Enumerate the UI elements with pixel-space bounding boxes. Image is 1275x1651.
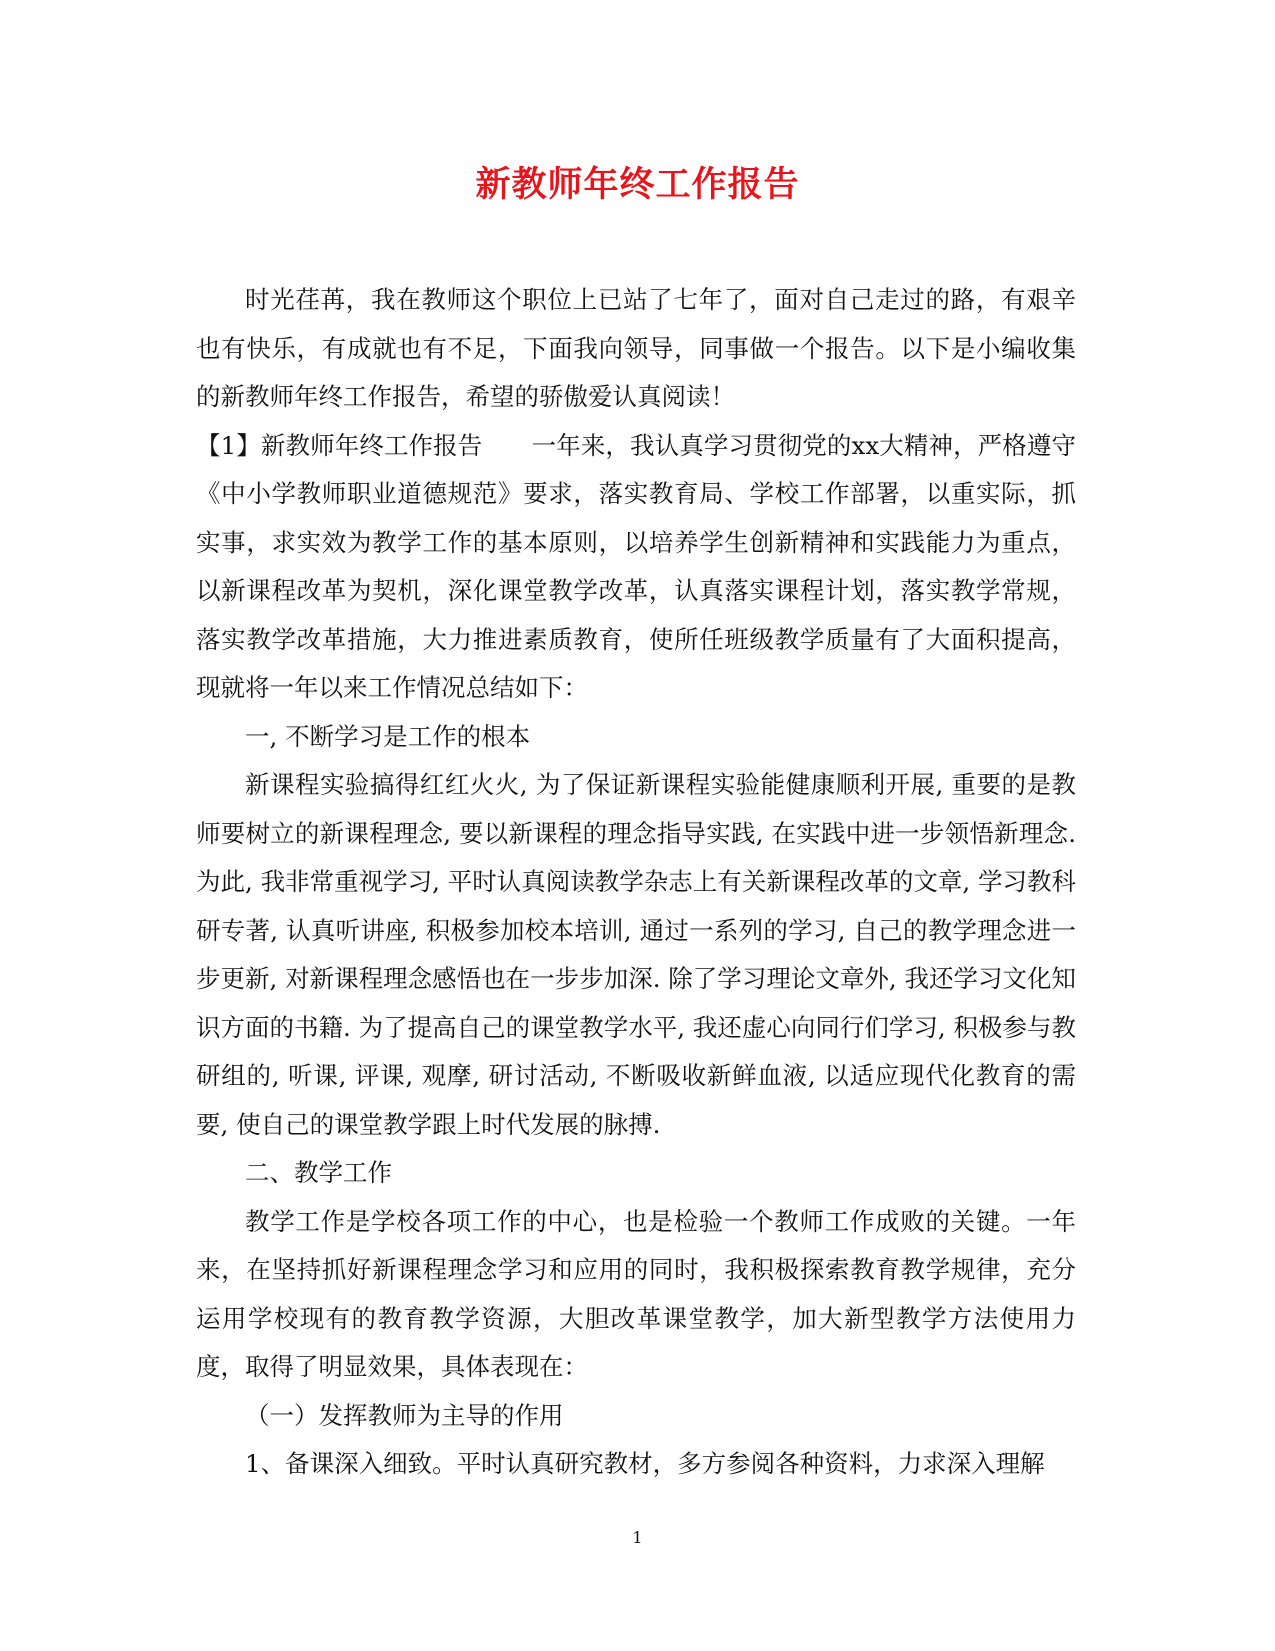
heading-continuous-learning: 一, 不断学习是工作的根本 — [245, 721, 531, 751]
paragraph-intro: 时光荏苒，我在教师这个职位上已站了七年了，面对自己走过的路，有艰辛也有快乐，有成就也有不足，下面我向领导，同事做一个报告。以下是小编收集的新教师年终工作报告，希望的骄傲爱认真阅读！ — [196, 285, 1076, 411]
page-number: 1 — [632, 1528, 643, 1547]
heading-teaching-work: 二、教学工作 — [245, 1158, 392, 1187]
document-body — [196, 276, 1076, 1489]
paragraph-lesson-preparation: 1、备课深入细致。平时认真研究教材，多方参阅各种资料，力求深入理解 — [245, 1449, 1045, 1478]
heading-teacher-role: （一）发挥教师为主导的作用 — [245, 1400, 564, 1430]
paragraph-teaching-work: 教学工作是学校各项工作的中心，也是检验一个教师工作成败的关键。一年来，在坚持抓好新课程理念学习和应用的同时，我积极探索教育教学规律，充分运用学校现有的教育教学资源，大胆改革课堂教学，加大新型教学方法使用力度，取得了明显效果，具体表现在： — [196, 1206, 1076, 1381]
paragraph-new-curriculum: 新课程实验搞得红红火火, 为了保证新课程实验能健康顺利开展, 重要的是教师要树立的新课程理念, 要以新课程的理念指导实践, 在实践中进一步领悟新理念. 为此, 我非常重视学习, 平时认真阅读教学杂志上有关新课程改革的文章, 学习教科研专著, 认真听讲座, 积极参加校本培训, 通过一系列的学习, 自己的教学理念进一步更新, 对新课程理念感悟也在一步步加深. 除了学习理论文章外, 我还学习文化知识方面的书籍. 为了提高自己的课堂教学水平, 我还虚心向同行们学习, 积极参与教研组的, 听课, 评课, 观摩, 研讨活动, 不断吸收新鲜血液, 以适应现代化教育的需要, 使自己的课堂教学跟上时代发展的脉搏. — [196, 770, 1076, 1139]
paragraph-section-1-opening: 【1】新教师年终工作报告 一年来，我认真学习贯彻党的xx大精神，严格遵守《中小学教师职业道德规范》要求，落实教育局、学校工作部署，以重实际，抓实事，求实效为教学工作的基本原则，以培养学生创新精神和实践能力为重点，以新课程改革为契机，深化课堂教学改革，认真落实课程计划，落实教学常规，落实教学改革措施，大力推进素质教育，使所任班级教学质量有了大面积提高，现就将一年以来工作情况总结如下： — [196, 430, 1076, 702]
document-title: 新教师年终工作报告 — [475, 164, 800, 205]
